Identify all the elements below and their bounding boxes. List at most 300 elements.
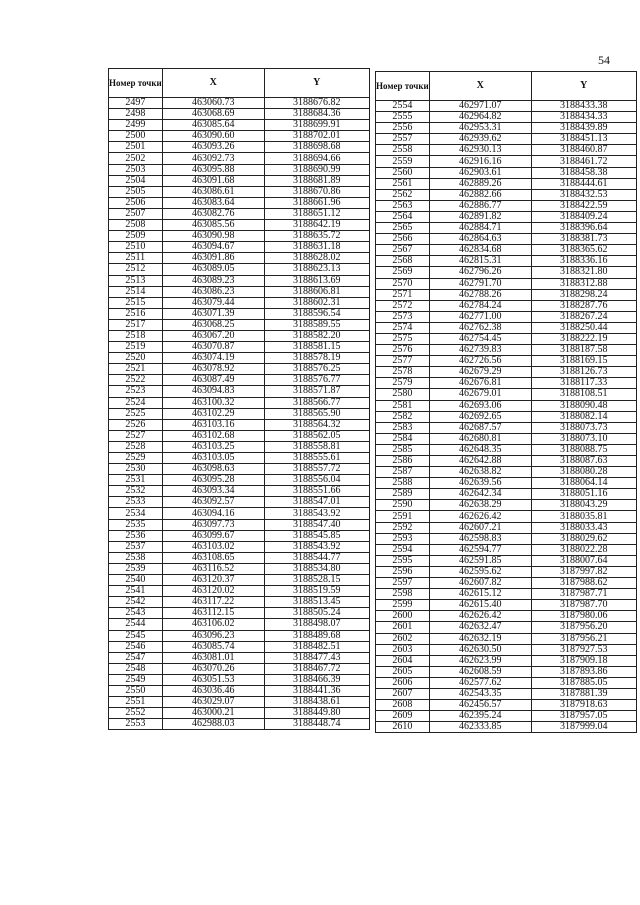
cell-point-number: 2591 xyxy=(376,511,430,522)
table-row xyxy=(376,422,637,433)
cell-point-number: 2511 xyxy=(109,253,163,264)
cell-x: 462889.26 xyxy=(429,178,531,189)
cell-y: 3188444.61 xyxy=(531,178,636,189)
cell-point-number: 2537 xyxy=(109,541,163,552)
cell-x: 463085.74 xyxy=(162,641,264,652)
cell-y: 3188651.12 xyxy=(264,208,369,219)
cell-point-number: 2525 xyxy=(109,408,163,419)
table-row xyxy=(376,189,637,200)
cell-y: 3188321.80 xyxy=(531,267,636,278)
cell-x: 463089.05 xyxy=(162,264,264,275)
cell-point-number: 2543 xyxy=(109,608,163,619)
cell-point-number: 2604 xyxy=(376,655,430,666)
table-row xyxy=(376,322,637,333)
cell-x: 463091.86 xyxy=(162,253,264,264)
cell-x: 462676.81 xyxy=(429,378,531,389)
cell-point-number: 2499 xyxy=(109,120,163,131)
cell-x: 462788.26 xyxy=(429,289,531,300)
cell-point-number: 2522 xyxy=(109,375,163,386)
cell-y: 3188312.88 xyxy=(531,278,636,289)
cell-point-number: 2577 xyxy=(376,356,430,367)
cell-point-number: 2534 xyxy=(109,508,163,519)
cell-y: 3188433.38 xyxy=(531,101,636,112)
table-row xyxy=(109,697,370,708)
table-row xyxy=(109,231,370,242)
table-body-left xyxy=(109,98,370,730)
cell-y: 3188557.72 xyxy=(264,464,369,475)
cell-x: 463085.56 xyxy=(162,220,264,231)
cell-x: 463103.02 xyxy=(162,541,264,552)
cell-point-number: 2600 xyxy=(376,611,430,622)
cell-y: 3188409.24 xyxy=(531,211,636,222)
cell-y: 3188558.81 xyxy=(264,441,369,452)
cell-x: 462648.35 xyxy=(429,444,531,455)
cell-x: 463116.52 xyxy=(162,563,264,574)
table-row xyxy=(376,267,637,278)
cell-y: 3188007.64 xyxy=(531,555,636,566)
table-row xyxy=(376,378,637,389)
table-row xyxy=(109,142,370,153)
table-row xyxy=(376,711,637,722)
cell-point-number: 2546 xyxy=(109,641,163,652)
cell-point-number: 2529 xyxy=(109,453,163,464)
cell-x: 463099.67 xyxy=(162,530,264,541)
cell-point-number: 2506 xyxy=(109,197,163,208)
cell-y: 3188565.90 xyxy=(264,408,369,419)
cell-y: 3188551.66 xyxy=(264,486,369,497)
table-row xyxy=(376,400,637,411)
cell-point-number: 2593 xyxy=(376,533,430,544)
table-row xyxy=(109,297,370,308)
cell-x: 462692.65 xyxy=(429,411,531,422)
cell-y: 3188582.20 xyxy=(264,330,369,341)
cell-y: 3188489.68 xyxy=(264,630,369,641)
cell-y: 3188498.07 xyxy=(264,619,369,630)
cell-y: 3188635.72 xyxy=(264,231,369,242)
table-row xyxy=(376,278,637,289)
cell-y: 3188528.15 xyxy=(264,575,369,586)
table-row xyxy=(109,630,370,641)
table-row xyxy=(376,356,637,367)
cell-point-number: 2502 xyxy=(109,153,163,164)
table-row xyxy=(376,467,637,478)
cell-y: 3188482.51 xyxy=(264,641,369,652)
cell-x: 463060.73 xyxy=(162,98,264,109)
cell-y: 3187957.05 xyxy=(531,711,636,722)
cell-y: 3188022.28 xyxy=(531,544,636,555)
cell-x: 462638.29 xyxy=(429,500,531,511)
cell-y: 3188581.15 xyxy=(264,342,369,353)
cell-x: 462639.56 xyxy=(429,478,531,489)
cell-point-number: 2596 xyxy=(376,566,430,577)
cell-x: 462630.50 xyxy=(429,644,531,655)
table-row xyxy=(109,652,370,663)
cell-point-number: 2528 xyxy=(109,441,163,452)
cell-y: 3187927.53 xyxy=(531,644,636,655)
cell-y: 3188432.53 xyxy=(531,189,636,200)
cell-point-number: 2504 xyxy=(109,175,163,186)
cell-point-number: 2607 xyxy=(376,688,430,699)
table-row xyxy=(109,264,370,275)
cell-x: 463098.63 xyxy=(162,464,264,475)
cell-x: 462456.57 xyxy=(429,700,531,711)
cell-point-number: 2508 xyxy=(109,220,163,231)
cell-x: 463103.25 xyxy=(162,441,264,452)
header-y: Y xyxy=(264,69,369,98)
header-point-number: Номер точки xyxy=(109,69,163,98)
cell-x: 462680.81 xyxy=(429,433,531,444)
table-row xyxy=(109,430,370,441)
table-row xyxy=(376,688,637,699)
cell-point-number: 2551 xyxy=(109,697,163,708)
cell-point-number: 2568 xyxy=(376,256,430,267)
cell-point-number: 2552 xyxy=(109,708,163,719)
cell-x: 463082.76 xyxy=(162,208,264,219)
cell-y: 3188365.62 xyxy=(531,245,636,256)
cell-x: 462626.42 xyxy=(429,511,531,522)
cell-y: 3188460.87 xyxy=(531,145,636,156)
cell-y: 3188449.80 xyxy=(264,708,369,719)
table-row xyxy=(109,475,370,486)
cell-y: 3188702.01 xyxy=(264,131,369,142)
table-row xyxy=(376,311,637,322)
table-row xyxy=(376,389,637,400)
table-row xyxy=(376,478,637,489)
cell-point-number: 2531 xyxy=(109,475,163,486)
table-row xyxy=(376,622,637,633)
cell-point-number: 2517 xyxy=(109,319,163,330)
cell-y: 3188562.05 xyxy=(264,430,369,441)
table-header-row xyxy=(109,69,370,98)
table-row xyxy=(376,566,637,577)
cell-point-number: 2571 xyxy=(376,289,430,300)
table-row xyxy=(109,497,370,508)
cell-x: 462953.31 xyxy=(429,123,531,134)
cell-y: 3188547.01 xyxy=(264,497,369,508)
table-row xyxy=(109,486,370,497)
cell-point-number: 2536 xyxy=(109,530,163,541)
cell-x: 462595.62 xyxy=(429,566,531,577)
cell-y: 3188082.14 xyxy=(531,411,636,422)
table-row xyxy=(109,386,370,397)
coordinates-table-left xyxy=(108,68,370,730)
table-row xyxy=(376,134,637,145)
cell-point-number: 2553 xyxy=(109,719,163,730)
cell-x: 463071.39 xyxy=(162,308,264,319)
cell-point-number: 2516 xyxy=(109,308,163,319)
table-row xyxy=(109,441,370,452)
table-row xyxy=(109,175,370,186)
table-row xyxy=(109,286,370,297)
cell-y: 3188466.39 xyxy=(264,674,369,685)
cell-point-number: 2518 xyxy=(109,330,163,341)
cell-point-number: 2561 xyxy=(376,178,430,189)
table-row xyxy=(109,641,370,652)
cell-y: 3187909.18 xyxy=(531,655,636,666)
cell-x: 462615.12 xyxy=(429,589,531,600)
cell-x: 462333.85 xyxy=(429,722,531,733)
cell-point-number: 2513 xyxy=(109,275,163,286)
cell-point-number: 2572 xyxy=(376,300,430,311)
cell-point-number: 2562 xyxy=(376,189,430,200)
table-row xyxy=(109,453,370,464)
cell-point-number: 2520 xyxy=(109,353,163,364)
table-row xyxy=(109,353,370,364)
cell-x: 462939.62 xyxy=(429,134,531,145)
cell-y: 3187980.06 xyxy=(531,611,636,622)
table-row xyxy=(376,655,637,666)
table-row xyxy=(109,197,370,208)
cell-y: 3188694.66 xyxy=(264,153,369,164)
cell-x: 463120.37 xyxy=(162,575,264,586)
table-row xyxy=(109,109,370,120)
table-row xyxy=(109,674,370,685)
table-row xyxy=(376,145,637,156)
cell-x: 463074.19 xyxy=(162,353,264,364)
table-row xyxy=(109,208,370,219)
cell-y: 3187893.86 xyxy=(531,666,636,677)
table-row xyxy=(109,563,370,574)
cell-y: 3188035.81 xyxy=(531,511,636,522)
cell-point-number: 2557 xyxy=(376,134,430,145)
page-number: 54 xyxy=(598,53,610,67)
cell-point-number: 2535 xyxy=(109,519,163,530)
cell-point-number: 2608 xyxy=(376,700,430,711)
cell-y: 3188381.73 xyxy=(531,234,636,245)
cell-y: 3188566.77 xyxy=(264,397,369,408)
cell-point-number: 2527 xyxy=(109,430,163,441)
table-row xyxy=(376,112,637,123)
table-row xyxy=(376,666,637,677)
cell-point-number: 2574 xyxy=(376,322,430,333)
cell-x: 462726.56 xyxy=(429,356,531,367)
table-row xyxy=(109,408,370,419)
table-row xyxy=(109,663,370,674)
cell-y: 3188439.89 xyxy=(531,123,636,134)
cell-point-number: 2542 xyxy=(109,597,163,608)
cell-y: 3188544.77 xyxy=(264,552,369,563)
cell-x: 462607.82 xyxy=(429,578,531,589)
cell-y: 3188543.92 xyxy=(264,541,369,552)
cell-x: 463095.28 xyxy=(162,475,264,486)
cell-point-number: 2589 xyxy=(376,489,430,500)
cell-x: 462815.31 xyxy=(429,256,531,267)
cell-x: 462687.57 xyxy=(429,422,531,433)
cell-point-number: 2523 xyxy=(109,386,163,397)
cell-y: 3188073.10 xyxy=(531,433,636,444)
cell-point-number: 2539 xyxy=(109,563,163,574)
header-y: Y xyxy=(531,72,636,101)
table-row xyxy=(376,123,637,134)
table-row xyxy=(109,685,370,696)
cell-x: 463093.26 xyxy=(162,142,264,153)
cell-point-number: 2559 xyxy=(376,156,430,167)
cell-y: 3188169.15 xyxy=(531,356,636,367)
cell-x: 462754.45 xyxy=(429,333,531,344)
cell-point-number: 2580 xyxy=(376,389,430,400)
cell-point-number: 2541 xyxy=(109,586,163,597)
table-row xyxy=(376,444,637,455)
table-row xyxy=(109,464,370,475)
cell-x: 463068.69 xyxy=(162,109,264,120)
cell-x: 463085.64 xyxy=(162,120,264,131)
cell-y: 3188699.91 xyxy=(264,120,369,131)
cell-x: 462762.38 xyxy=(429,322,531,333)
table-row xyxy=(376,367,637,378)
cell-point-number: 2545 xyxy=(109,630,163,641)
cell-point-number: 2598 xyxy=(376,589,430,600)
cell-x: 462626.42 xyxy=(429,611,531,622)
cell-x: 463100.32 xyxy=(162,397,264,408)
table-row xyxy=(376,611,637,622)
cell-y: 3188051.16 xyxy=(531,489,636,500)
cell-point-number: 2497 xyxy=(109,98,163,109)
cell-point-number: 2565 xyxy=(376,223,430,234)
cell-x: 463051.53 xyxy=(162,674,264,685)
table-header-row xyxy=(376,72,637,101)
cell-point-number: 2573 xyxy=(376,311,430,322)
cell-x: 462988.03 xyxy=(162,719,264,730)
cell-x: 462591.85 xyxy=(429,555,531,566)
cell-y: 3188543.92 xyxy=(264,508,369,519)
table-row xyxy=(109,719,370,730)
cell-x: 463103.05 xyxy=(162,453,264,464)
cell-point-number: 2609 xyxy=(376,711,430,722)
cell-y: 3188222.19 xyxy=(531,333,636,344)
cell-y: 3188556.04 xyxy=(264,475,369,486)
cell-x: 462930.13 xyxy=(429,145,531,156)
table-row xyxy=(376,600,637,611)
cell-y: 3188033.43 xyxy=(531,522,636,533)
cell-point-number: 2575 xyxy=(376,333,430,344)
cell-x: 463079.44 xyxy=(162,297,264,308)
cell-x: 462632.47 xyxy=(429,622,531,633)
table-row xyxy=(109,242,370,253)
table-row xyxy=(109,619,370,630)
cell-point-number: 2544 xyxy=(109,619,163,630)
table-row xyxy=(376,644,637,655)
cell-point-number: 2605 xyxy=(376,666,430,677)
cell-point-number: 2579 xyxy=(376,378,430,389)
table-row xyxy=(109,397,370,408)
cell-point-number: 2548 xyxy=(109,663,163,674)
cell-y: 3188519.59 xyxy=(264,586,369,597)
table-row xyxy=(376,533,637,544)
cell-point-number: 2588 xyxy=(376,478,430,489)
table-row xyxy=(376,289,637,300)
cell-point-number: 2505 xyxy=(109,186,163,197)
cell-y: 3188087.63 xyxy=(531,456,636,467)
cell-y: 3188448.74 xyxy=(264,719,369,730)
cell-x: 463086.23 xyxy=(162,286,264,297)
table-row xyxy=(109,552,370,563)
cell-y: 3187987.71 xyxy=(531,589,636,600)
cell-x: 462916.16 xyxy=(429,156,531,167)
cell-x: 463094.83 xyxy=(162,386,264,397)
cell-y: 3188088.75 xyxy=(531,444,636,455)
cell-point-number: 2532 xyxy=(109,486,163,497)
cell-y: 3188336.16 xyxy=(531,256,636,267)
table-row xyxy=(376,433,637,444)
cell-x: 463093.34 xyxy=(162,486,264,497)
cell-y: 3188467.72 xyxy=(264,663,369,674)
cell-x: 463036.46 xyxy=(162,685,264,696)
cell-y: 3188126.73 xyxy=(531,367,636,378)
cell-y: 3188250.44 xyxy=(531,322,636,333)
cell-y: 3188545.85 xyxy=(264,530,369,541)
cell-point-number: 2578 xyxy=(376,367,430,378)
cell-x: 462543.35 xyxy=(429,688,531,699)
cell-y: 3188505.24 xyxy=(264,608,369,619)
cell-x: 463067.20 xyxy=(162,330,264,341)
cell-y: 3188422.59 xyxy=(531,200,636,211)
cell-y: 3187956.21 xyxy=(531,633,636,644)
table-row xyxy=(376,200,637,211)
cell-y: 3188578.19 xyxy=(264,353,369,364)
table-row xyxy=(376,522,637,533)
cell-x: 463092.73 xyxy=(162,153,264,164)
cell-x: 462971.07 xyxy=(429,101,531,112)
header-x: X xyxy=(429,72,531,101)
table-row xyxy=(109,419,370,430)
cell-x: 463091.68 xyxy=(162,175,264,186)
cell-y: 3188613.69 xyxy=(264,275,369,286)
table-row xyxy=(376,300,637,311)
table-row xyxy=(376,555,637,566)
cell-x: 462884.71 xyxy=(429,223,531,234)
cell-x: 462886.77 xyxy=(429,200,531,211)
cell-y: 3187987.70 xyxy=(531,600,636,611)
cell-point-number: 2569 xyxy=(376,267,430,278)
coordinates-table-right xyxy=(375,71,637,733)
cell-x: 463089.23 xyxy=(162,275,264,286)
cell-y: 3188628.02 xyxy=(264,253,369,264)
cell-x: 463070.87 xyxy=(162,342,264,353)
cell-y: 3188670.86 xyxy=(264,186,369,197)
cell-x: 462607.21 xyxy=(429,522,531,533)
cell-x: 462739.83 xyxy=(429,345,531,356)
cell-y: 3188043.29 xyxy=(531,500,636,511)
table-row xyxy=(376,167,637,178)
cell-x: 462903.61 xyxy=(429,167,531,178)
table-row xyxy=(376,256,637,267)
table-row xyxy=(376,156,637,167)
cell-point-number: 2555 xyxy=(376,112,430,123)
cell-x: 463000.21 xyxy=(162,708,264,719)
cell-point-number: 2583 xyxy=(376,422,430,433)
cell-x: 462693.06 xyxy=(429,400,531,411)
cell-x: 463094.16 xyxy=(162,508,264,519)
cell-y: 3188534.80 xyxy=(264,563,369,574)
cell-y: 3188073.73 xyxy=(531,422,636,433)
cell-x: 462791.70 xyxy=(429,278,531,289)
table-row xyxy=(109,120,370,131)
cell-y: 3188555.61 xyxy=(264,453,369,464)
table-row xyxy=(109,375,370,386)
table-row xyxy=(376,544,637,555)
table-row xyxy=(376,677,637,688)
cell-y: 3187999.04 xyxy=(531,722,636,733)
cell-y: 3188596.54 xyxy=(264,308,369,319)
table-row xyxy=(376,178,637,189)
cell-point-number: 2570 xyxy=(376,278,430,289)
cell-y: 3188441.36 xyxy=(264,685,369,696)
cell-x: 463102.68 xyxy=(162,430,264,441)
cell-y: 3188676.82 xyxy=(264,98,369,109)
cell-x: 463081.01 xyxy=(162,652,264,663)
cell-x: 462594.77 xyxy=(429,544,531,555)
table-row xyxy=(376,633,637,644)
